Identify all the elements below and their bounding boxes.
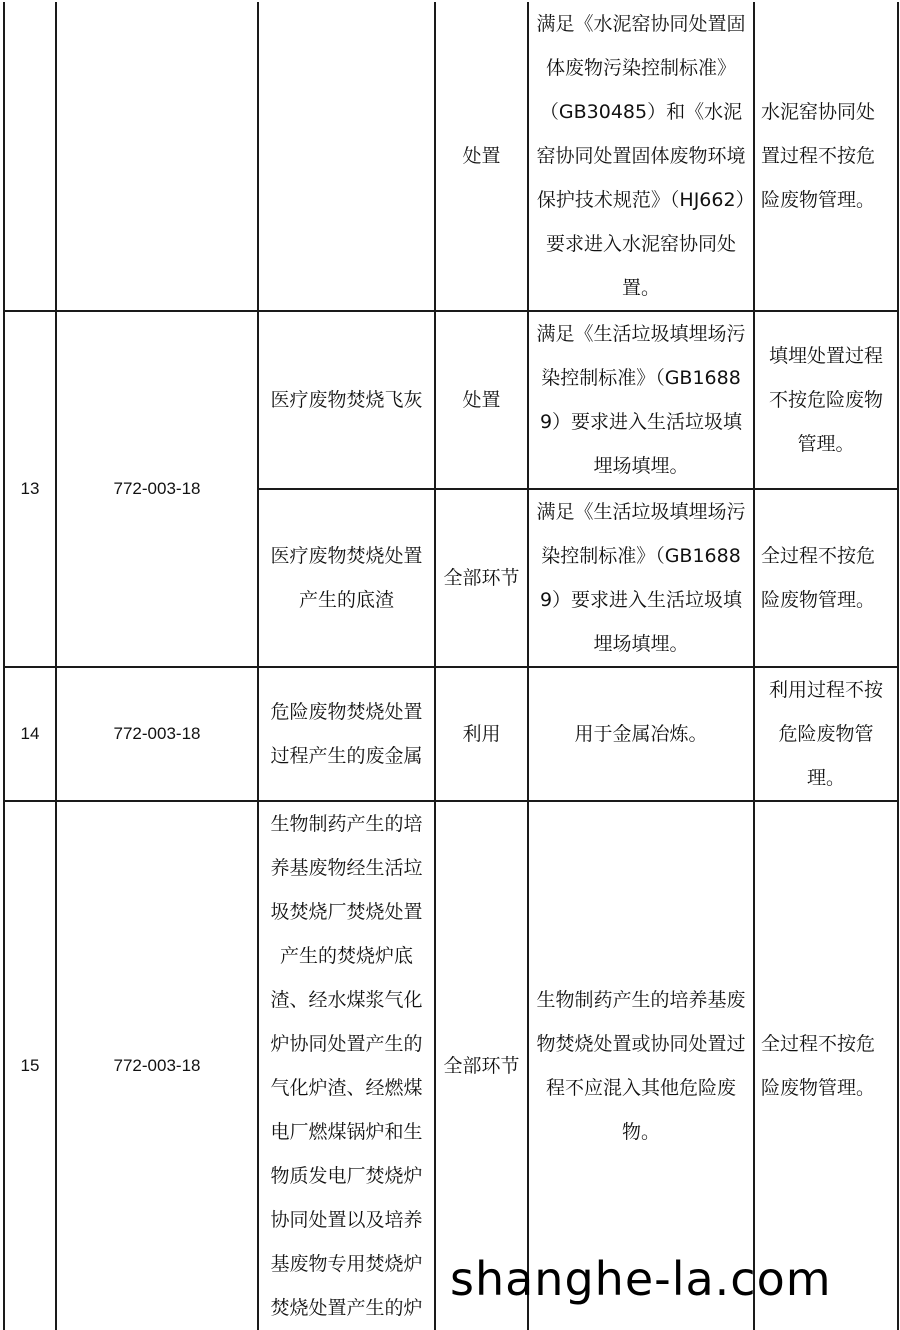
waste-code-cell [56, 801, 258, 1330]
condition-cell [528, 667, 754, 801]
stage-cell [435, 311, 528, 489]
waste-name: 医疗废物焚烧飞灰 [270, 389, 423, 411]
row-number-cell [4, 667, 56, 801]
watermark-text: shanghe-la.com [450, 1252, 832, 1306]
waste-code-cell [56, 2, 258, 311]
condition-text: 满足《生活垃圾填埋场污染控制标准》（GB16889）要求进入生活垃圾填埋场填埋。 [536, 501, 746, 655]
stage-cell [435, 2, 528, 311]
row-number: 15 [20, 1056, 40, 1075]
stage-text: 处置 [462, 389, 501, 411]
waste-name-cell [258, 667, 435, 801]
exemption-text: 全过程不按危险废物管理。 [761, 1033, 876, 1099]
condition-cell [528, 311, 754, 489]
exemption-text: 水泥窑协同处置过程不按危险废物管理。 [761, 101, 876, 211]
condition-cell [528, 489, 754, 667]
waste-code-cell [56, 311, 258, 667]
condition-text: 满足《水泥窑协同处置固体废物污染控制标准》（GB30485）和《水泥窑协同处置固体废物环境保护技术规范》（HJ662）要求进入水泥窑协同处置。 [536, 13, 746, 299]
row-number: 13 [20, 479, 40, 498]
row-number-cell [4, 2, 56, 311]
waste-name-cell [258, 2, 435, 311]
waste-name-cell [258, 311, 435, 489]
condition-text: 满足《生活垃圾填埋场污染控制标准》（GB16889）要求进入生活垃圾填埋场填埋。 [536, 323, 746, 477]
waste-code: 772-003-18 [113, 479, 201, 498]
condition-text: 生物制药产生的培养基废物焚烧处置或协同处置过程不应混入其他危险废物。 [536, 989, 746, 1143]
stage-cell [435, 489, 528, 667]
row-number-cell [4, 801, 56, 1330]
waste-name-cell [258, 801, 435, 1330]
exemption-cell [754, 801, 898, 1330]
exemption-cell [754, 311, 898, 489]
table-row [4, 311, 898, 489]
exemption-cell [754, 489, 898, 667]
exemption-cell [754, 667, 898, 801]
exemption-table [3, 2, 899, 1330]
exemption-text: 全过程不按危险废物管理。 [761, 545, 876, 611]
exemption-text: 利用过程不按危险废物管理。 [768, 679, 883, 789]
waste-name: 危险废物焚烧处置过程产生的废金属 [270, 701, 423, 767]
table-row [4, 667, 898, 801]
waste-code-cell [56, 667, 258, 801]
exemption-cell [754, 2, 898, 311]
exemption-text: 填埋处置过程不按危险废物管理。 [768, 345, 883, 455]
stage-text: 全部环节 [443, 1055, 520, 1077]
waste-code: 772-003-18 [113, 1056, 201, 1075]
waste-code: 772-003-18 [113, 724, 201, 743]
table-row [4, 2, 898, 311]
waste-name: 生物制药产生的培养基废物经生活垃圾焚烧厂焚烧处置产生的焚烧炉底渣、经水煤浆气化炉协同处置产生的气化炉渣、经燃煤电厂燃煤锅炉和生物质发电厂焚烧炉协同处置以及培养基废物专用焚烧炉焚烧处置产生的炉 [270, 813, 423, 1319]
row-number: 14 [20, 724, 40, 743]
table-row [4, 801, 898, 1330]
stage-cell [435, 667, 528, 801]
stage-text: 全部环节 [443, 567, 520, 589]
stage-text: 处置 [462, 145, 501, 167]
condition-cell [528, 801, 754, 1330]
waste-name: 医疗废物焚烧处置产生的底渣 [270, 545, 423, 611]
waste-name-cell [258, 489, 435, 667]
stage-cell [435, 801, 528, 1330]
condition-text: 用于金属冶炼。 [574, 723, 708, 745]
condition-cell [528, 2, 754, 311]
stage-text: 利用 [462, 723, 501, 745]
row-number-cell [4, 311, 56, 667]
